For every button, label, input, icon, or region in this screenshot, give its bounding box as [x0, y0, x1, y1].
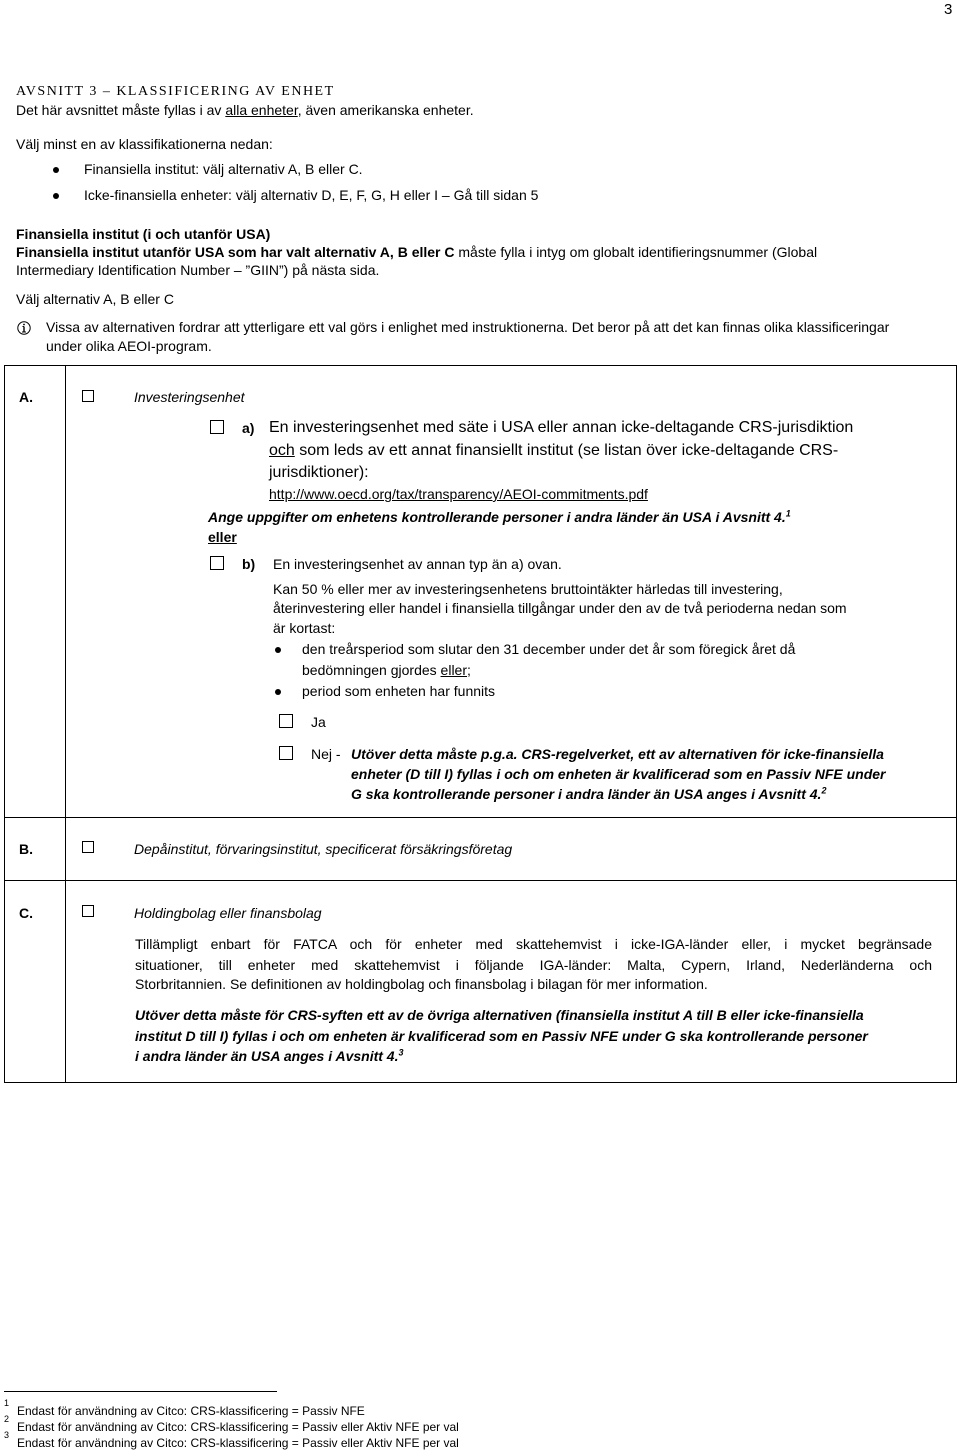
option-c-p1-line3: Storbritannien. Se definitionen av holdingbolag och finansbolag i bilagan för mer information. — [135, 976, 708, 992]
option-b-letter: B. — [19, 841, 33, 857]
bullet-icon — [275, 689, 281, 695]
oecd-link[interactable]: http://www.oecd.org/tax/transparency/AEOI-commitments.pdf — [269, 486, 648, 502]
bullet-financial: Finansiella institut: välj alternativ A, B eller C. — [84, 161, 363, 177]
option-c-p2-line3: i andra länder än USA anges i Avsnitt 4.$^3$ — [135, 1047, 404, 1064]
table-border-left — [4, 365, 5, 1083]
option-c-p2-line1: Utöver detta måste för CRS-syften ett av de övriga alternativen (finansiella institut A till B eller icke-finansiella — [135, 1007, 864, 1023]
fi-paragraph-line2: Intermediary Identification Number – ”GIIN”) på nästa sida. — [16, 262, 380, 278]
bullet-icon — [275, 647, 281, 653]
option-c-p2-line2: institut D till I) fyllas i och om enheten är kvalificerad som en Passiv NFE under G ska kontrollerande personer — [135, 1028, 868, 1044]
choose-instruction: Välj minst en av klassifikationerna nedan: — [16, 136, 273, 152]
option-a-b-bullet1-line2: bedömningen gjordes eller; — [302, 662, 471, 678]
ja-label: Ja — [311, 714, 326, 730]
footnote-ref: 2 — [821, 785, 827, 796]
ja-checkbox[interactable] — [279, 714, 293, 728]
option-a-b-bullet1-line1: den treårsperiod som slutar den 31 december under det år som föregick året då — [302, 641, 796, 657]
nej-checkbox[interactable] — [279, 746, 293, 760]
nej-text-line3: G ska kontrollerande personer i andra länder än USA anges i Avsnitt 4.$^2$ — [351, 785, 827, 802]
option-a-a-text-line3: jurisdiktioner): — [269, 464, 369, 481]
option-a-b-checkbox[interactable] — [210, 556, 224, 570]
option-a-b-desc-line1: Kan 50 % eller mer av investeringsenhetens bruttointäkter härledas till investering, — [273, 581, 783, 597]
info-line1: Vissa av alternativen fordrar att ytterligare ett val görs i enlighet med instruktionerna. Det beror på att det kan finnas olika klassificeringar — [46, 319, 890, 335]
fi-paragraph: Finansiella institut utanför USA som har valt alternativ A, B eller C måste fylla i intyg om globalt identifieringsnummer (Global — [16, 244, 818, 260]
footnote-number: 2 — [4, 1414, 10, 1424]
option-a-eller: eller — [208, 529, 237, 545]
bullet-icon — [53, 193, 59, 199]
option-a-label: Investeringsenhet — [134, 389, 245, 405]
fi-heading: Finansiella institut (i och utanför USA) — [16, 226, 271, 242]
option-b-checkbox[interactable] — [82, 841, 94, 853]
option-a-a-text-line2: och som leds av ett annat finansiellt institut (se listan över icke-deltagande CRS- — [269, 442, 839, 459]
footnote-number: 1 — [4, 1398, 10, 1408]
fi-choose: Välj alternativ A, B eller C — [16, 291, 174, 307]
option-c-letter: C. — [19, 905, 33, 921]
table-divider — [65, 365, 66, 1083]
intro-emphasis: alla enheter — [225, 102, 298, 118]
option-a-b-desc-line3: är kortast: — [273, 620, 336, 636]
table-row-separator — [4, 880, 957, 881]
option-a-a-checkbox[interactable] — [210, 420, 224, 434]
page-number: 3 — [944, 1, 953, 18]
option-a-a-letter: a) — [242, 420, 255, 436]
table-border-bottom — [4, 1082, 957, 1083]
footnote-text: Endast för användning av Citco: CRS-klassificering = Passiv eller Aktiv NFE per val — [17, 1436, 459, 1450]
option-a-b-bullet2: period som enheten har funnits — [302, 683, 496, 699]
bullet-icon — [53, 167, 59, 173]
option-b-label: Depåinstitut, förvaringsinstitut, specificerat försäkringsföretag — [134, 841, 513, 857]
option-a-a-note: Ange uppgifter om enhetens kontrollerande personer i andra länder än USA i Avsnitt 4.$^1$ — [208, 508, 791, 525]
table-border-top — [4, 365, 957, 366]
footnote-number: 3 — [4, 1430, 10, 1440]
bullet-nonfinancial: Icke-finansiella enheter: välj alternativ D, E, F, G, H eller I – Gå till sidan 5 — [84, 187, 539, 203]
option-c-p1-line1: Tillämpligt enbart för FATCA och för enheter med skattehemvist i icke-IGA-länder eller, i mycket begränsade — [135, 936, 932, 952]
option-c-checkbox[interactable] — [82, 905, 94, 917]
option-a-b-desc-line2: återinvestering eller handel i finansiella tillgångar under den av de två perioderna nedan som — [273, 600, 847, 616]
option-a-b-letter: b) — [242, 556, 256, 572]
option-a-a-text-line1: En investeringsenhet med säte i USA eller annan icke-deltagande CRS-jurisdiktion — [269, 419, 854, 436]
option-c-p1-line2: situationer, till enheter med skattehemvist i följande IGA-länder: Malta, Cypern, Irland, Nederländerna och — [135, 957, 932, 973]
option-c-label: Holdingbolag eller finansbolag — [134, 905, 322, 921]
nej-label: Nej - — [311, 746, 341, 762]
nej-text-line1: Utöver detta måste p.g.a. CRS-regelverket, ett av alternativen för icke-finansiella — [351, 746, 884, 762]
option-a-checkbox[interactable] — [82, 390, 94, 402]
footnote-ref: 3 — [398, 1047, 404, 1058]
footnote-ref: 1 — [785, 508, 791, 519]
option-a-b-text: En investeringsenhet av annan typ än a) ovan. — [273, 556, 562, 572]
table-border-right — [956, 365, 957, 1083]
footnote-text: Endast för användning av Citco: CRS-klassificering = Passiv NFE — [17, 1404, 365, 1418]
footnote-text: Endast för användning av Citco: CRS-klassificering = Passiv eller Aktiv NFE per val — [17, 1420, 459, 1434]
info-icon — [17, 321, 31, 335]
nej-text-line2: enheter (D till I) fyllas i och om enheten är kvalificerad som en Passiv NFE under — [351, 766, 886, 782]
section-title: AVSNITT 3 – KLASSIFICERING AV ENHET — [16, 84, 335, 99]
info-line2: under olika AEOI-program. — [46, 338, 212, 354]
footnote-separator — [4, 1391, 277, 1392]
table-row-separator — [4, 817, 957, 818]
section-intro: Det här avsnittet måste fyllas i av alla enheter, även amerikanska enheter. — [16, 102, 474, 118]
option-a-letter: A. — [19, 389, 33, 405]
